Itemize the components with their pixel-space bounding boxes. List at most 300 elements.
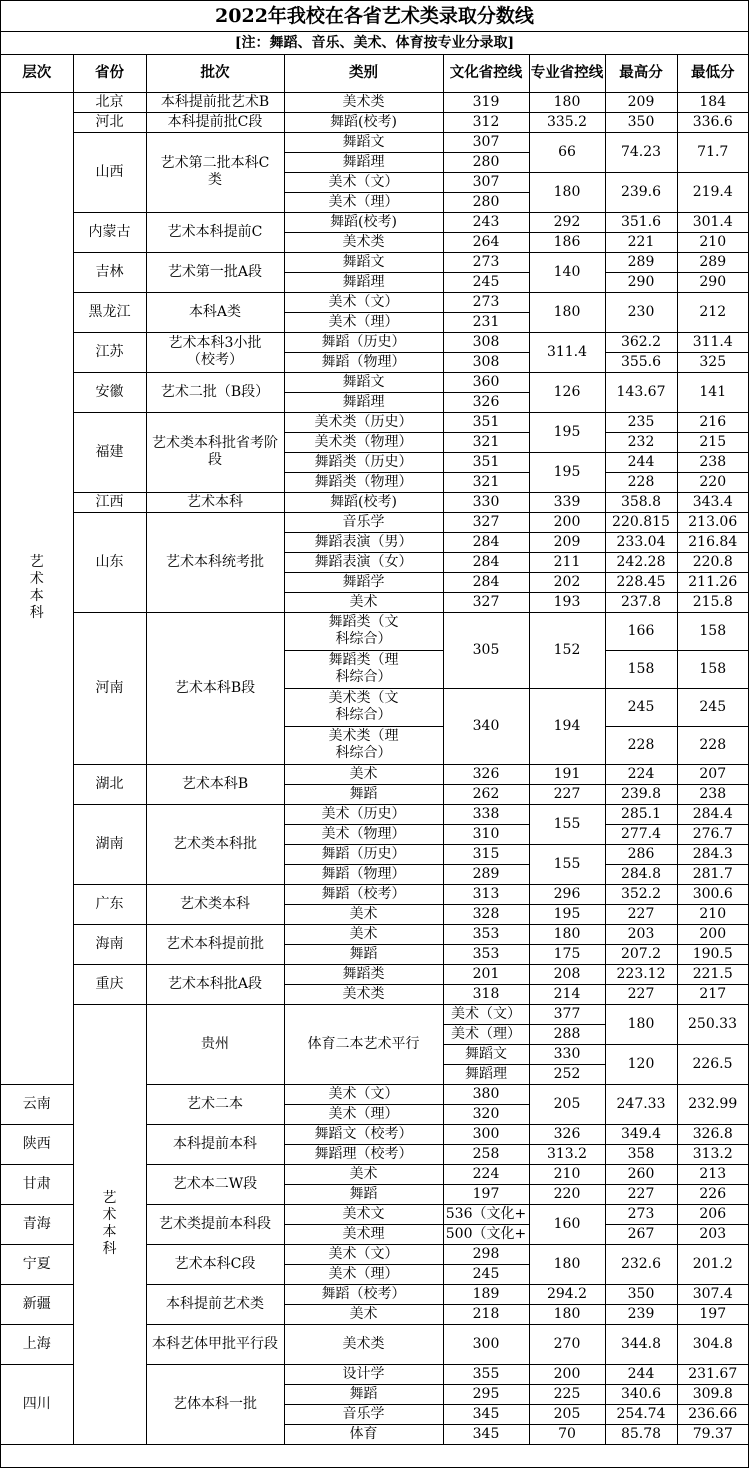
min-score-cell: 79.37 [677,1424,748,1444]
major-line-cell: 313.2 [529,1144,605,1164]
culture-line-cell: 500（文化+ [443,1224,529,1244]
major-line-cell: 335.2 [529,112,605,132]
header-culture-line: 文化省控线 [443,55,529,92]
major-line-cell: 70 [529,1424,605,1444]
major-line-cell: 155 [529,804,605,844]
header-row [1,55,748,92]
max-score-cell: 220.815 [605,512,677,532]
batch-cell: 艺术本二W段 [146,1164,284,1204]
table-row [1,1004,748,1024]
category-cell: 美术 [284,1164,443,1184]
major-line-cell: 294.2 [529,1284,605,1304]
category-cell: 舞蹈类 [284,964,443,984]
table-row [1,212,748,232]
culture-line-cell: 288 [529,1024,605,1044]
category-cell: 美术 [284,924,443,944]
culture-line-cell: 307 [443,172,529,192]
category-cell: 美术（理） [284,1104,443,1124]
category-cell: 美术 [284,1304,443,1324]
major-line-cell: 211 [529,552,605,572]
province-cell: 北京 [73,92,146,112]
min-score-cell: 190.5 [677,944,748,964]
min-score-cell: 245 [677,688,748,726]
min-score-cell: 213.06 [677,512,748,532]
min-score-cell: 141 [677,372,748,412]
major-line-cell: 296 [529,884,605,904]
batch-cell: 艺术本科C段 [146,1244,284,1284]
category-cell: 舞蹈类（文科综合） [284,612,443,650]
max-score-cell: 245 [605,688,677,726]
table-row [1,332,748,352]
province-cell: 重庆 [73,964,146,1004]
max-score-cell: 344.8 [605,1324,677,1364]
min-score-cell: 309.8 [677,1384,748,1404]
min-score-cell: 211.26 [677,572,748,592]
culture-line-cell: 355 [443,1364,529,1384]
culture-line-cell: 330 [529,1044,605,1064]
major-line-cell: 205 [529,1404,605,1424]
table-row [1,252,748,272]
culture-line-cell: 243 [443,212,529,232]
major-line-cell: 126 [529,372,605,412]
min-score-cell: 290 [677,272,748,292]
category-cell: 舞蹈学 [284,572,443,592]
culture-line-cell: 224 [443,1164,529,1184]
max-score-cell: 350 [605,112,677,132]
min-score-cell: 206 [677,1204,748,1224]
category-cell: 美术理 [284,1224,443,1244]
category-cell: 美术（历史） [284,804,443,824]
major-line-cell: 180 [529,172,605,212]
max-score-cell: 358.8 [605,492,677,512]
max-score-cell: 226.5 [677,1044,748,1084]
batch-cell: 艺体本科一批 [146,1364,284,1444]
culture-line-cell: 258 [443,1144,529,1164]
min-score-cell: 231.67 [677,1364,748,1384]
province-cell: 贵州 [146,1004,284,1084]
category-cell: 美术类（文科综合） [284,688,443,726]
min-score-cell: 300.6 [677,884,748,904]
min-score-cell: 281.7 [677,864,748,884]
category-cell: 美术类 [284,232,443,252]
min-score-cell: 216.84 [677,532,748,552]
culture-line-cell: 326 [443,392,529,412]
max-score-cell: 230 [605,292,677,332]
category-cell: 舞蹈(校考) [284,212,443,232]
culture-line-cell: 273 [443,252,529,272]
category-cell: 设计学 [284,1364,443,1384]
major-line-cell: 195 [529,904,605,924]
culture-line-cell: 351 [443,412,529,432]
category-cell: 舞蹈（校考） [284,884,443,904]
max-score-cell: 224 [605,764,677,784]
category-cell: 舞蹈（物理） [284,352,443,372]
culture-line-cell: 289 [443,864,529,884]
major-line-cell: 180 [529,1244,605,1284]
max-score-cell: 143.67 [605,372,677,412]
category-cell: 舞蹈文（校考） [284,1124,443,1144]
max-score-cell: 277.4 [605,824,677,844]
min-score-cell: 313.2 [677,1144,748,1164]
min-score-cell: 184 [677,92,748,112]
culture-line-cell: 262 [443,784,529,804]
page-subtitle: [注：舞蹈、音乐、美术、体育按专业分录取] [1,32,748,55]
category-cell: 舞蹈类（物理） [284,472,443,492]
table-row [1,764,748,784]
max-score-cell: 228.45 [605,572,677,592]
culture-line-cell: 201 [443,964,529,984]
min-score-cell: 326.8 [677,1124,748,1144]
table-row [1,132,748,152]
culture-line-cell: 273 [443,292,529,312]
category-cell: 美术类 [284,1324,443,1364]
batch-cell: 体育二本艺术平行 [284,1004,443,1084]
category-cell: 舞蹈（物理） [284,864,443,884]
province-cell: 安徽 [73,372,146,412]
category-cell: 美术（物理） [284,824,443,844]
batch-cell: 艺术本科B [146,764,284,804]
category-cell: 美术（文） [284,292,443,312]
category-cell: 美术 [284,592,443,612]
category-cell: 美术（理） [284,312,443,332]
category-cell: 舞蹈文 [284,372,443,392]
page-title: 2022年我校在各省艺术类录取分数线 [1,1,748,32]
major-line-cell: 180 [529,924,605,944]
max-score-cell: 221 [605,232,677,252]
major-line-cell: 292 [529,212,605,232]
batch-cell: 艺术本科统考批 [146,512,284,612]
province-cell: 湖南 [73,804,146,884]
min-score-cell: 200 [677,924,748,944]
category-cell: 舞蹈 [284,784,443,804]
culture-line-cell: 345 [443,1404,529,1424]
min-score-cell: 220.8 [677,552,748,572]
batch-cell: 艺术第二批本科C类 [146,132,284,212]
batch-cell: 本科提前批艺术B [146,92,284,112]
batch-cell: 艺术本科批A段 [146,964,284,1004]
batch-cell: 艺术本科提前C [146,212,284,252]
header-max-score: 最高分 [605,55,677,92]
batch-cell: 本科A类 [146,292,284,332]
category-cell: 美术（文） [284,1244,443,1264]
category-cell: 音乐学 [284,1404,443,1424]
batch-cell: 艺术二批（B段） [146,372,284,412]
category-cell: 美术类 [284,92,443,112]
header-category: 类别 [284,55,443,92]
batch-cell: 艺术本科 [146,492,284,512]
min-score-cell: 210 [677,232,748,252]
min-score-cell: 289 [677,252,748,272]
major-line-cell: 194 [529,688,605,764]
min-score-cell: 213 [677,1164,748,1184]
culture-line-cell: 380 [443,1084,529,1104]
min-score-cell: 203 [677,1224,748,1244]
header-major-line: 专业省控线 [529,55,605,92]
culture-line-cell: 300 [443,1124,529,1144]
category-cell: 舞蹈文 [284,252,443,272]
max-score-cell: 242.28 [605,552,677,572]
max-score-cell: 284.8 [605,864,677,884]
province-cell: 海南 [73,924,146,964]
province-cell: 上海 [1,1324,73,1364]
category-cell: 美术类（理科综合） [284,726,443,764]
major-line-cell: 270 [529,1324,605,1364]
min-score-cell: 201.2 [677,1244,748,1284]
province-cell: 陕西 [1,1124,73,1164]
culture-line-cell: 300 [443,1324,529,1364]
culture-line-cell: 353 [443,924,529,944]
major-line-cell: 175 [529,944,605,964]
max-score-cell: 340.6 [605,1384,677,1404]
major-line-cell: 186 [529,232,605,252]
category-cell: 舞蹈 [284,1384,443,1404]
batch-cell: 艺术本科提前批 [146,924,284,964]
min-score-cell: 217 [677,984,748,1004]
culture-line-cell: 197 [443,1184,529,1204]
culture-line-cell: 264 [443,232,529,252]
max-score-cell: 239 [605,1304,677,1324]
batch-cell: 艺术本科3小批（校考） [146,332,284,372]
min-score-cell: 221.5 [677,964,748,984]
min-score-cell: 197 [677,1304,748,1324]
max-score-cell: 223.12 [605,964,677,984]
max-score-cell: 254.74 [605,1404,677,1424]
province-cell: 福建 [73,412,146,492]
min-score-cell: 232.99 [677,1084,748,1124]
max-score-cell: 203 [605,924,677,944]
category-cell: 舞蹈 [284,944,443,964]
category-cell: 美术类（历史） [284,412,443,432]
major-line-cell: 180 [529,92,605,112]
culture-line-cell: 315 [443,844,529,864]
major-line-cell: 208 [529,964,605,984]
culture-line-cell: 284 [443,572,529,592]
category-cell: 舞蹈(校考) [284,492,443,512]
max-score-cell: 286 [605,844,677,864]
max-score-cell: 290 [605,272,677,292]
major-line-cell: 155 [529,844,605,884]
min-score-cell: 301.4 [677,212,748,232]
category-cell: 舞蹈表演（男） [284,532,443,552]
max-score-cell: 74.23 [605,132,677,172]
header-batch: 批次 [146,55,284,92]
max-score-cell: 227 [605,984,677,1004]
category-cell: 舞蹈理 [284,272,443,292]
culture-line-cell: 189 [443,1284,529,1304]
max-score-cell: 247.33 [605,1084,677,1124]
province-cell: 山东 [73,512,146,612]
max-score-cell: 237.8 [605,592,677,612]
batch-cell: 艺术类本科批 [146,804,284,884]
max-score-cell: 349.4 [605,1124,677,1144]
major-line-cell: 227 [529,784,605,804]
min-score-cell: 216 [677,412,748,432]
category-cell: 舞蹈（历史） [284,844,443,864]
province-cell: 广东 [73,884,146,924]
province-cell: 云南 [1,1084,73,1124]
min-score-cell: 325 [677,352,748,372]
table-row [1,112,748,132]
category-cell: 美术 [284,764,443,784]
batch-cell: 本科艺体甲批平行段 [146,1324,284,1364]
min-score-cell: 220 [677,472,748,492]
max-score-cell: 285.1 [605,804,677,824]
major-line-cell: 202 [529,572,605,592]
min-score-cell: 215 [677,432,748,452]
header-province: 省份 [73,55,146,92]
table-row [1,512,748,532]
major-line-cell: 180 [529,292,605,332]
culture-line-cell: 231 [443,312,529,332]
max-score-cell: 235 [605,412,677,432]
major-line-cell: 205 [529,1084,605,1124]
max-score-cell: 227 [605,1184,677,1204]
major-line-cell: 160 [529,1204,605,1244]
max-score-cell: 244 [605,1364,677,1384]
culture-line-cell: 353 [443,944,529,964]
major-line-cell: 66 [529,132,605,172]
province-cell: 黑龙江 [73,292,146,332]
min-score-cell: 158 [677,650,748,688]
max-score-cell: 350 [605,1284,677,1304]
major-line-cell: 200 [529,1364,605,1384]
category-cell: 美术类（物理） [284,432,443,452]
batch-cell: 艺术二本 [146,1084,284,1124]
category-cell: 美术（文） [284,1084,443,1104]
min-score-cell: 158 [677,612,748,650]
province-cell: 新疆 [1,1284,73,1324]
batch-cell: 本科提前本科 [146,1124,284,1164]
max-score-cell: 267 [605,1224,677,1244]
culture-line-cell: 320 [443,1104,529,1124]
min-score-cell: 215.8 [677,592,748,612]
category-cell: 舞蹈理 [443,1064,529,1084]
category-cell: 舞蹈理（校考） [284,1144,443,1164]
category-cell: 美术 [284,904,443,924]
major-line-cell: 180 [529,1304,605,1324]
max-score-cell: 358 [605,1144,677,1164]
min-score-cell: 207 [677,764,748,784]
major-line-cell: 140 [529,252,605,292]
max-score-cell: 158 [605,650,677,688]
province-cell: 江苏 [73,332,146,372]
min-score-cell: 238 [677,452,748,472]
major-line-cell: 220 [529,1184,605,1204]
min-score-cell: 219.4 [677,172,748,212]
category-cell: 舞蹈 [284,1184,443,1204]
min-score-cell: 307.4 [677,1284,748,1304]
culture-line-cell: 330 [443,492,529,512]
min-score-cell: 210 [677,904,748,924]
province-cell: 江西 [73,492,146,512]
table-row [1,372,748,392]
batch-cell: 艺术类本科 [146,884,284,924]
culture-line-cell: 310 [443,824,529,844]
category-cell: 舞蹈表演（女） [284,552,443,572]
culture-line-cell: 377 [529,1004,605,1024]
category-cell: 舞蹈文 [284,132,443,152]
major-line-cell: 195 [529,452,605,492]
major-line-cell: 209 [529,532,605,552]
min-score-cell: 212 [677,292,748,332]
min-score-cell: 238 [677,784,748,804]
culture-line-cell: 351 [443,452,529,472]
min-score-cell: 284.3 [677,844,748,864]
category-cell: 舞蹈文 [443,1044,529,1064]
table-row [1,804,748,824]
min-score-cell: 226 [677,1184,748,1204]
major-line-cell: 152 [529,612,605,688]
culture-line-cell: 321 [443,472,529,492]
max-score-cell: 260 [605,1164,677,1184]
culture-line-cell: 327 [443,592,529,612]
category-cell: 美术（理） [443,1024,529,1044]
culture-line-cell: 284 [443,532,529,552]
culture-line-cell: 280 [443,192,529,212]
province-cell: 湖北 [73,764,146,804]
culture-line-cell: 218 [443,1304,529,1324]
major-line-cell: 210 [529,1164,605,1184]
batch-cell: 艺术本科B段 [146,612,284,764]
min-score-cell: 343.4 [677,492,748,512]
province-cell: 河北 [73,112,146,132]
max-score-cell: 233.04 [605,532,677,552]
major-line-cell: 180 [605,1004,677,1044]
max-score-cell: 228 [605,472,677,492]
header-min-score: 最低分 [677,55,748,92]
batch-cell: 艺术类提前本科段 [146,1204,284,1244]
province-cell: 山西 [73,132,146,212]
category-cell: 音乐学 [284,512,443,532]
category-cell: 舞蹈理 [284,152,443,172]
major-line-cell: 326 [529,1124,605,1144]
min-score-cell: 284.4 [677,804,748,824]
province-cell: 青海 [1,1204,73,1244]
batch-cell: 本科提前批C段 [146,112,284,132]
province-cell: 内蒙古 [73,212,146,252]
level-cell-art-undergrad-2: 艺术本科 [73,1004,146,1444]
level-cell-art-undergrad-1: 艺术本科 [1,92,73,1084]
major-line-cell: 339 [529,492,605,512]
min-score-cell: 304.8 [677,1324,748,1364]
culture-line-cell: 345 [443,1424,529,1444]
culture-line-cell: 295 [443,1384,529,1404]
culture-line-cell: 284 [443,552,529,572]
min-score-cell: 236.66 [677,1404,748,1424]
max-score-cell: 232.6 [605,1244,677,1284]
major-line-cell: 193 [529,592,605,612]
category-cell: 美术文 [284,1204,443,1224]
province-cell: 吉林 [73,252,146,292]
culture-line-cell: 308 [443,352,529,372]
category-cell: 舞蹈类（理科综合） [284,650,443,688]
major-line-cell: 225 [529,1384,605,1404]
max-score-cell: 289 [605,252,677,272]
culture-line-cell: 308 [443,332,529,352]
category-cell: 体育 [284,1424,443,1444]
culture-line-cell: 319 [443,92,529,112]
table-row [1,492,748,512]
category-cell: 舞蹈理 [284,392,443,412]
table-row [1,924,748,944]
category-cell: 美术（理） [284,1264,443,1284]
batch-cell: 艺术类本科批省考阶段 [146,412,284,492]
culture-line-cell: 252 [529,1064,605,1084]
culture-line-cell: 298 [443,1244,529,1264]
category-cell: 舞蹈(校考) [284,112,443,132]
culture-line-cell: 340 [443,688,529,764]
major-line-cell: 311.4 [529,332,605,372]
